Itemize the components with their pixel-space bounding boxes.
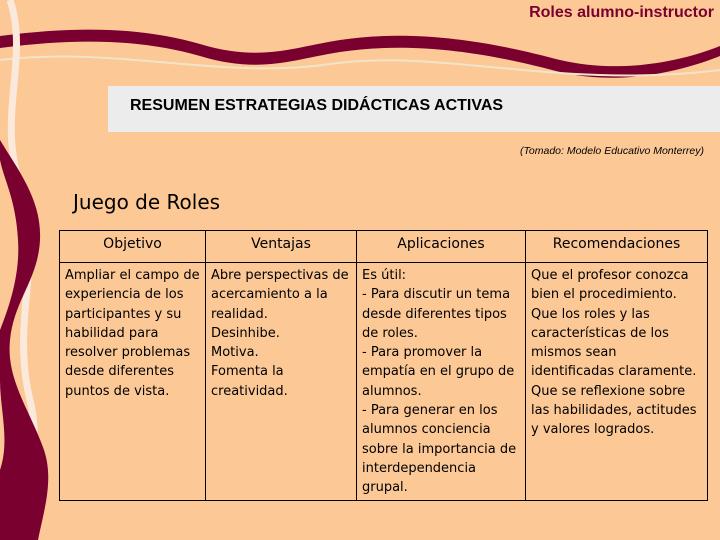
- cell-ventajas: Abre perspectivas de acercamiento a la realidad. Desinhibe. Motiva. Fomenta la creatividad.: [206, 263, 357, 501]
- roles-table: [59, 230, 708, 501]
- banner-title: RESUMEN ESTRATEGIAS DIDÁCTICAS ACTIVAS: [130, 97, 504, 114]
- cell-recomendaciones: Que el profesor conozca bien el procedimiento. Que los roles y las características de los mismos sean identificadas claramente. Que se reflexione sobre las habilidades, actitudes y valores logrados.: [526, 263, 708, 501]
- cell-aplicaciones: Es útil: - Para discutir un tema desde diferentes tipos de roles. - Para promover la empatía en el grupo de alumnos. - Para generar en los alumnos conciencia sobre la importancia de interdependencia grupal.: [357, 263, 526, 501]
- header-ventajas: Ventajas: [206, 231, 357, 263]
- table-row: [60, 263, 708, 501]
- top-wave-stripe: [0, 30, 720, 78]
- source-citation: (Tomado: Modelo Educativo Monterrey): [519, 145, 704, 157]
- banner: [108, 86, 720, 132]
- header-aplicaciones: Aplicaciones: [357, 231, 526, 263]
- header-objetivo: Objetivo: [60, 231, 206, 263]
- header-recomendaciones: Recomendaciones: [526, 231, 708, 263]
- section-title: Juego de Roles: [73, 190, 221, 214]
- page-header-title: Roles alumno-instructor: [529, 4, 714, 21]
- cell-objetivo: Ampliar el campo de experiencia de los participantes y su habilidad para resolver problemas desde diferentes puntos de vista.: [60, 263, 206, 501]
- table-header-row: [60, 231, 708, 263]
